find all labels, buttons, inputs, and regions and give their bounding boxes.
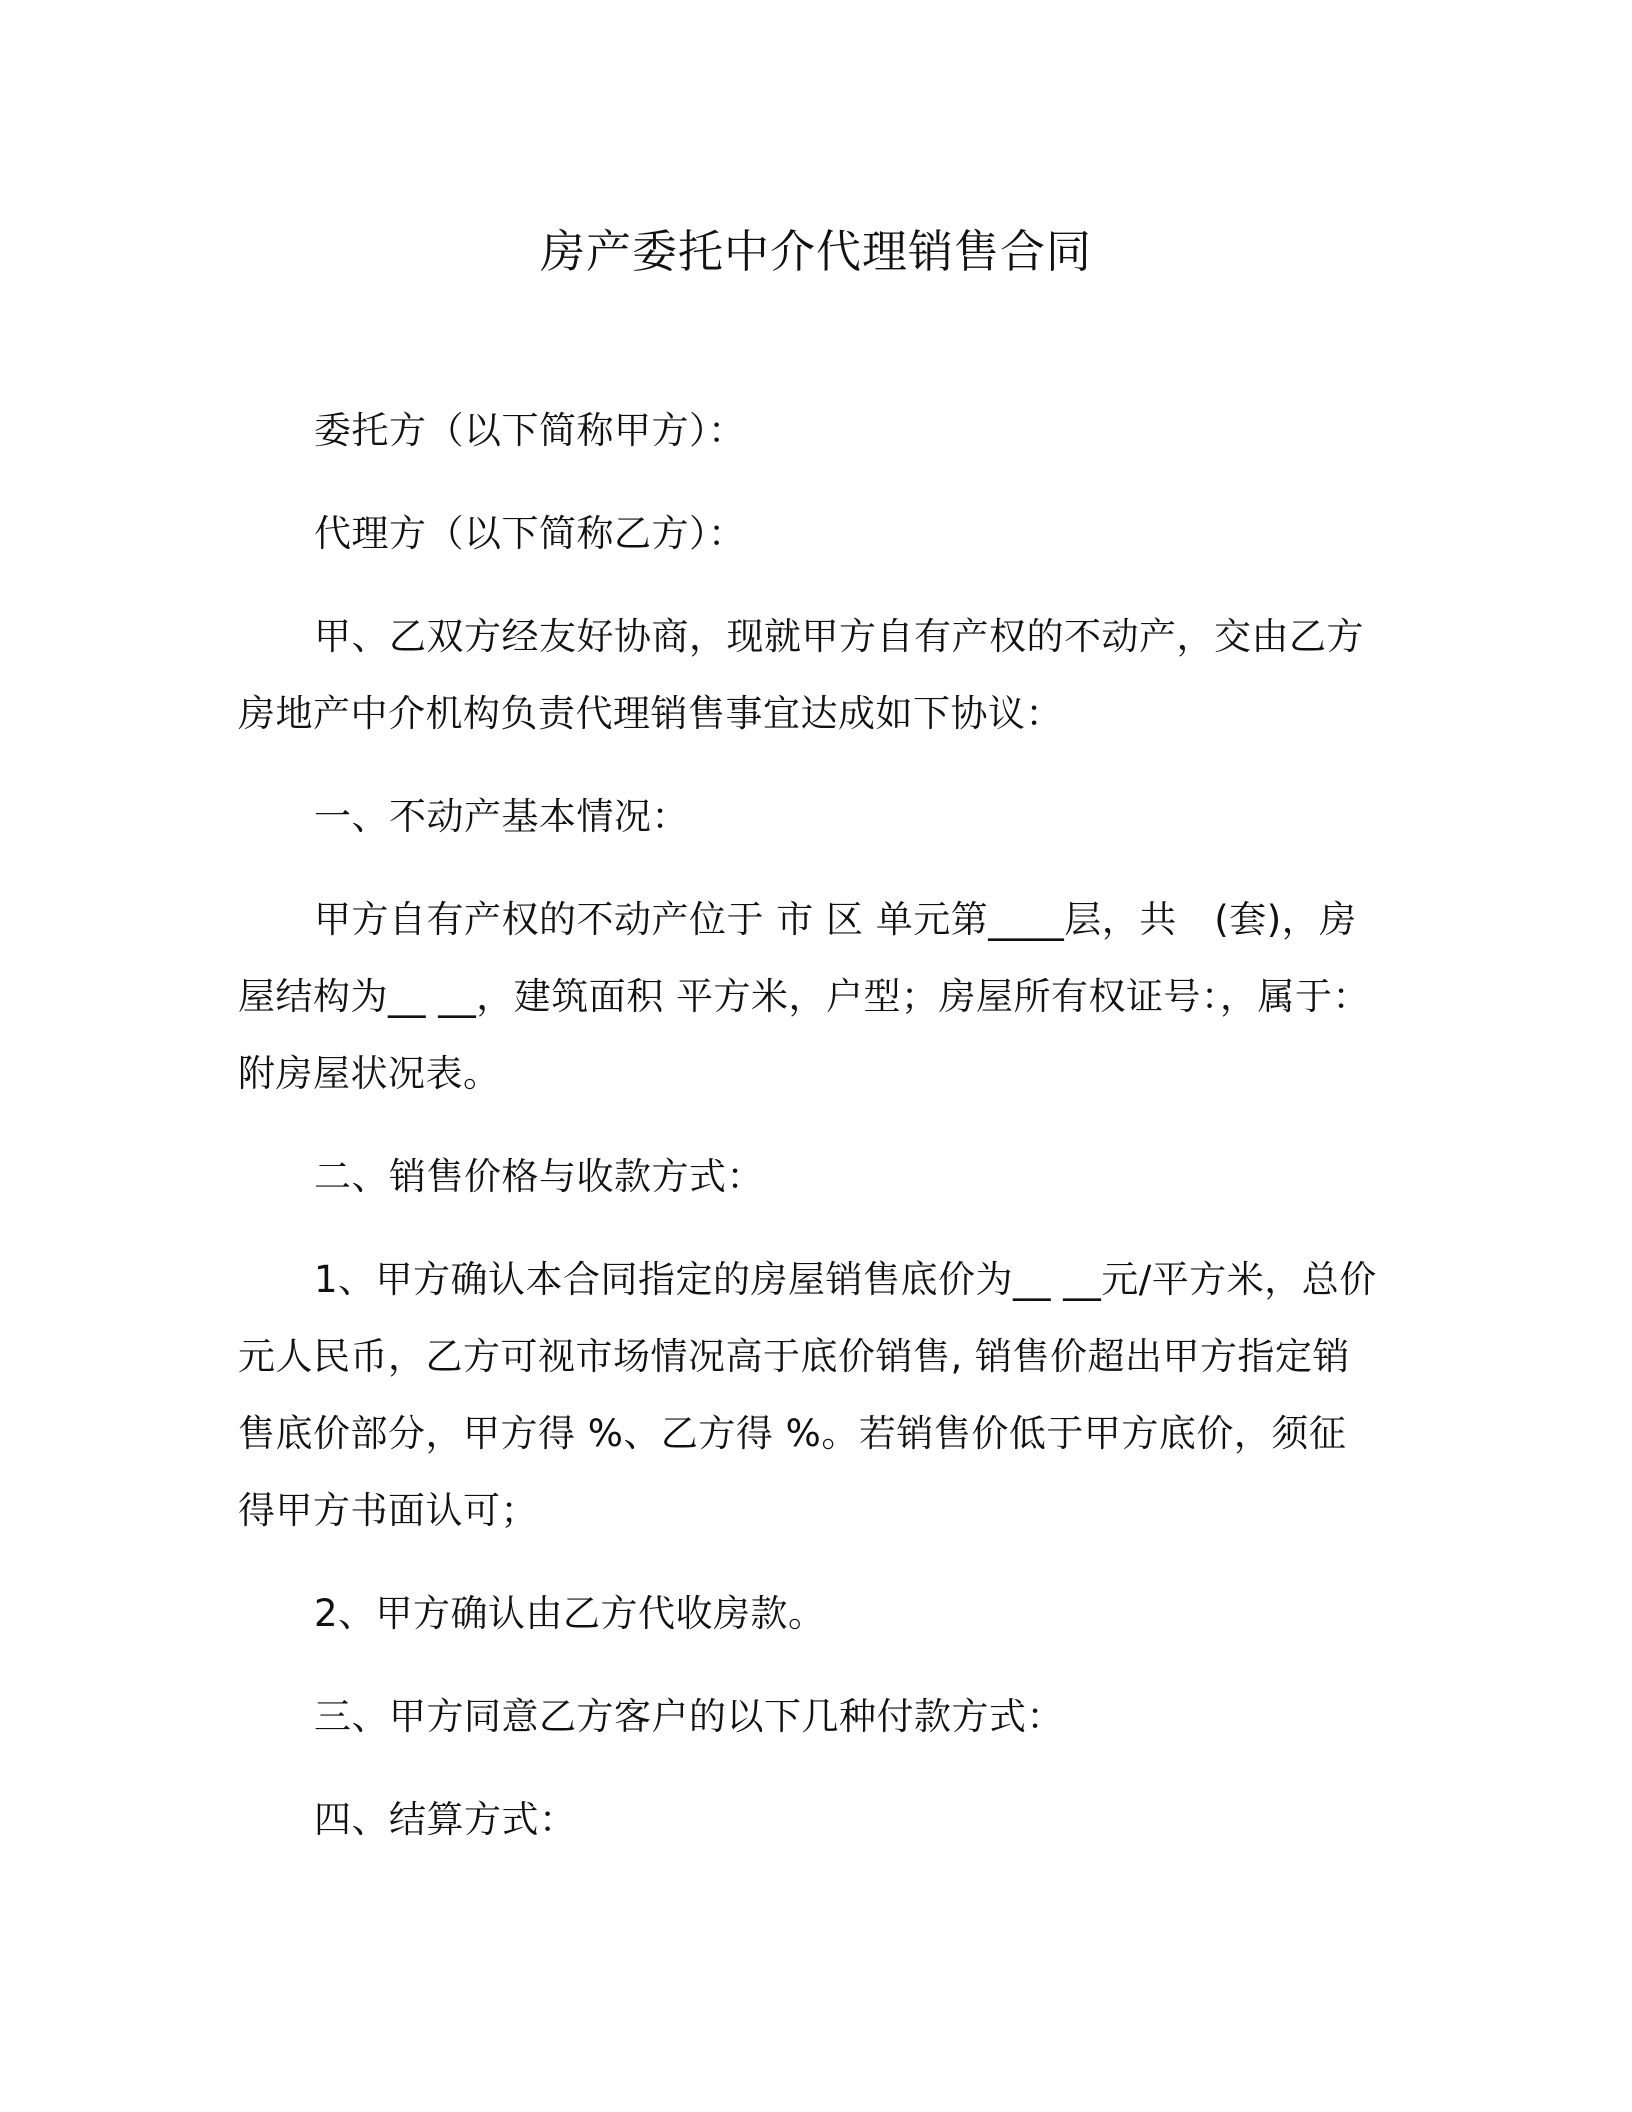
section-heading-property: 一、不动产基本情况： [314, 795, 689, 838]
document-body [238, 392, 1378, 1858]
document-title: 房产委托中介代理销售合同 [539, 225, 1092, 278]
section-heading-settlement: 四、结算方式： [314, 1798, 577, 1841]
section-heading-price: 二、销售价格与收款方式： [314, 1155, 764, 1198]
paragraph-agent: 代理方（以下简称乙方）： [314, 512, 746, 555]
paragraph-price-clause-2: 2、甲方确认由乙方代收房款。 [314, 1592, 826, 1635]
paragraph-property-details: 甲方自有产权的不动产位于 市 区 单元第____层，共 (套)，房屋结构为__ __，建筑面积 平方米，户型；房屋所有权证号：，属于：附房屋状况表。 [238, 898, 1371, 1095]
section-heading-payment: 三、甲方同意乙方客户的以下几种付款方式： [314, 1695, 1064, 1738]
paragraph-preamble: 甲、乙双方经友好协商，现就甲方自有产权的不动产，交由乙方房地产中介机构负责代理销售事宜达成如下协议： [238, 615, 1364, 735]
paragraph-price-clause-1: 1、甲方确认本合同指定的房屋销售底价为__ __元/平方米，总价元人民币，乙方可视市场情况高于底价销售, 销售价超出甲方指定销售底价部分，甲方得 %、乙方得 %。若销售价低于甲方底价，须征得甲方书面认可； [238, 1258, 1377, 1532]
paragraph-principal: 委托方（以下简称甲方）： [314, 409, 746, 452]
